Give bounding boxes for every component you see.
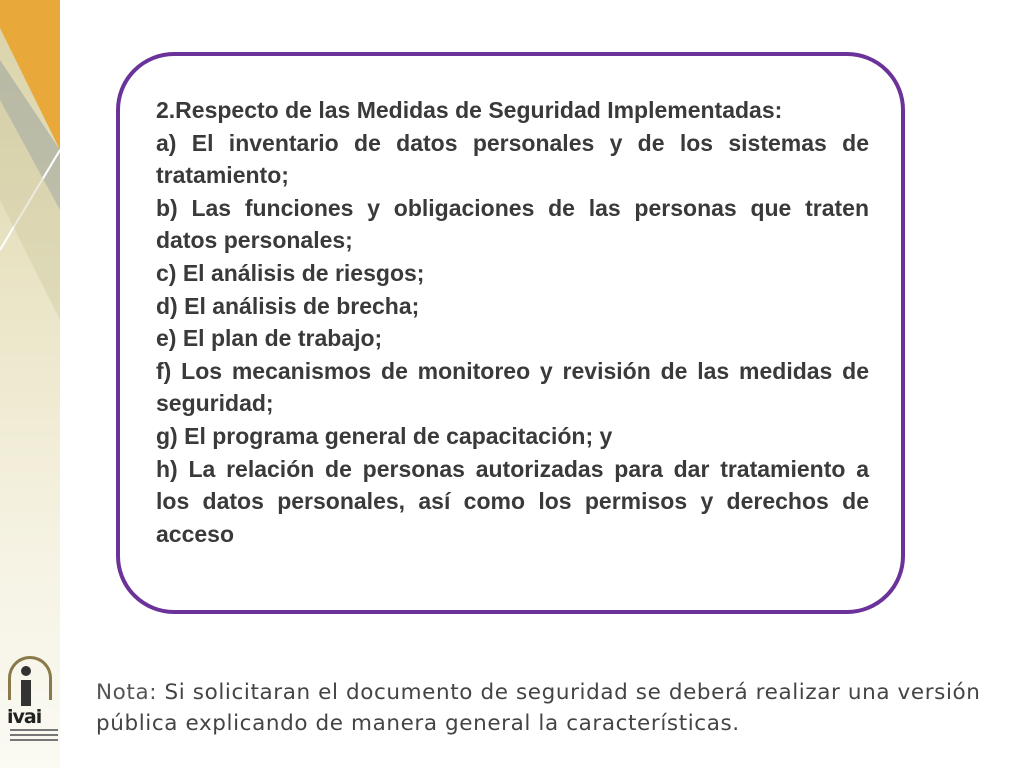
list-item-e: e) El plan de trabajo;	[156, 325, 383, 352]
note-label: Nota:	[96, 680, 158, 705]
ivai-logo-icon	[4, 656, 56, 748]
decorative-shapes	[0, 0, 60, 768]
decorative-side-strip	[0, 0, 60, 768]
security-measures-text	[156, 94, 869, 550]
list-item-d: d) El análisis de brecha;	[156, 292, 420, 319]
logo-i-dot	[21, 666, 31, 676]
list-item-f: f) Los mecanismos de monitoreo y revisión de las medidas de seguridad;	[156, 357, 869, 417]
section-heading: 2.Respecto de las Medidas de Seguridad Implementadas:	[156, 97, 783, 123]
note-text	[96, 677, 996, 739]
note-body: Si solicitaran el documento de seguridad se deberá realizar una versión pública explicando de manera general la características.	[96, 680, 981, 736]
logo-tagline-lines	[10, 729, 58, 745]
list-item-b: b) Las funciones y obligaciones de las personas que traten datos personales;	[156, 194, 869, 254]
list-item-c: c) El análisis de riesgos;	[156, 259, 425, 286]
logo-wordmark: ivai	[7, 706, 42, 728]
logo-i-stem	[21, 680, 31, 706]
list-item-a: a) El inventario de datos personales y de los sistemas de tratamiento;	[156, 129, 869, 189]
list-item-h: h) La relación de personas autorizadas para dar tratamiento a los datos personales, así como los permisos y derechos de acceso	[156, 455, 869, 547]
list-item-g: g) El programa general de capacitación; y	[156, 422, 613, 449]
